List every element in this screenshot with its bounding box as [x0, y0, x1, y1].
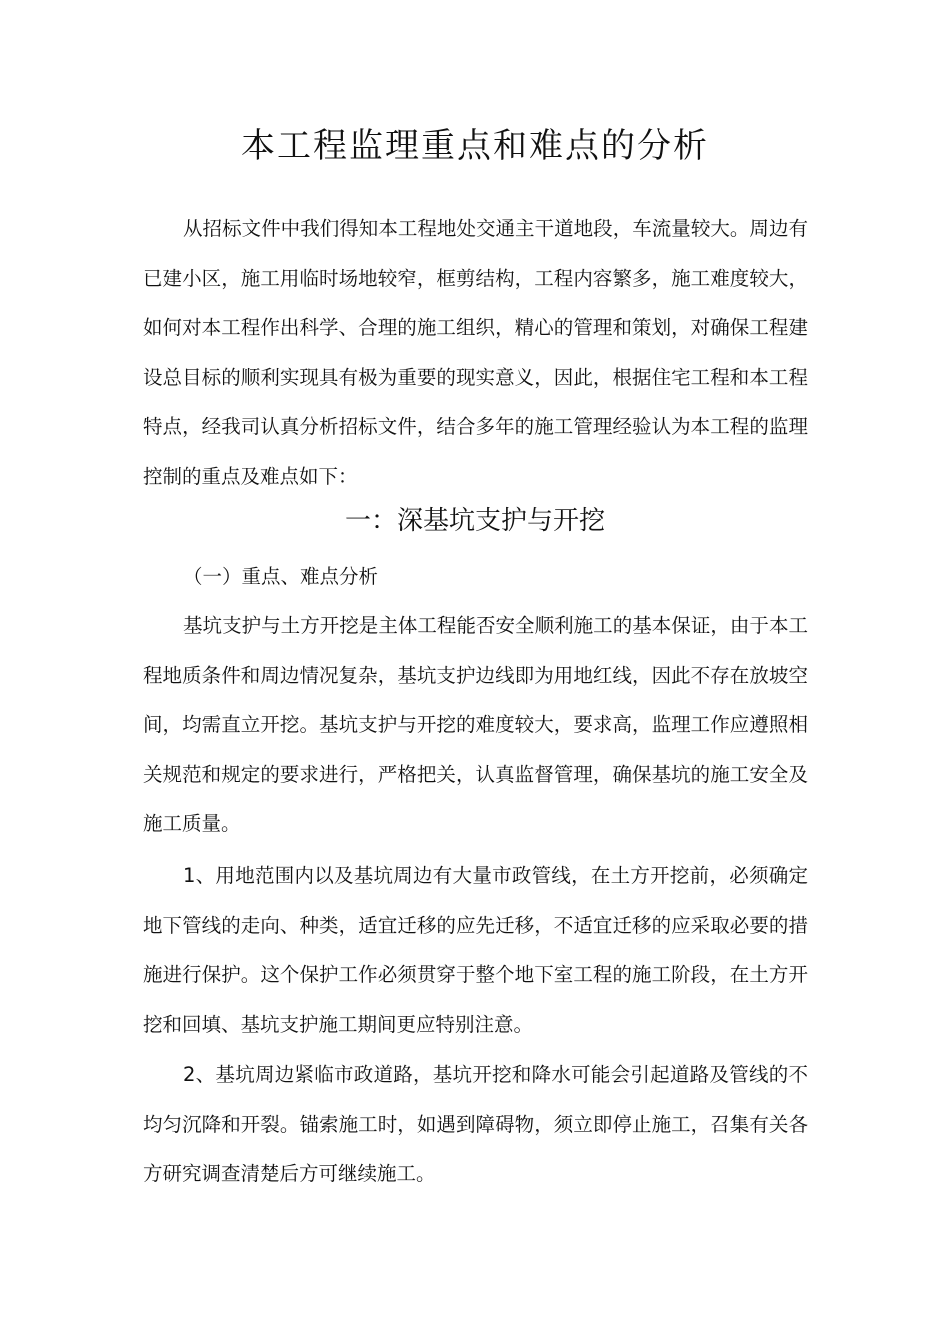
section-paragraph: 基坑支护与土方开挖是主体工程能否安全顺利施工的基本保证，由于本工程地质条件和周边情况复杂，基坑支护边线即为用地红线，因此不存在放坡空间，均需直立开挖。基坑支护与开挖的难度较大，要求高，监理工作应遵照相关规范和规定的要求进行，严格把关，认真监督管理，确保基坑的施工安全及施工质量。	[143, 614, 808, 836]
list-item-1: 1、用地范围内以及基坑周边有大量市政管线，在土方开挖前，必须确定地下管线的走向、种类，适宜迁移的应先迁移，不适宜迁移的应采取必要的措施进行保护。这个保护工作必须贯穿于整个地下室工程的施工阶段，在土方开挖和回填、基坑支护施工期间更应特别注意。	[143, 864, 808, 1036]
section-heading: 一：深基坑支护与开挖	[344, 506, 605, 536]
document-title: 本工程监理重点和难点的分析	[241, 126, 709, 166]
list-item-2: 2、基坑周边紧临市政道路，基坑开挖和降水可能会引起道路及管线的不均匀沉降和开裂。锚索施工时，如遇到障碍物，须立即停止施工，召集有关各方研究调查清楚后方可继续施工。	[143, 1063, 808, 1186]
intro-paragraph: 从招标文件中我们得知本工程地处交通主干道地段，车流量较大。周边有已建小区，施工用临时场地较窄，框剪结构，工程内容繁多，施工难度较大，如何对本工程作出科学、合理的施工组织，精心的管理和策划，对确保工程建设总目标的顺利实现具有极为重要的现实意义，因此，根据住宅工程和本工程特点，经我司认真分析招标文件，结合多年的施工管理经验认为本工程的监理控制的重点及难点如下：	[143, 217, 808, 488]
sub-heading: （一）重点、难点分析	[183, 565, 379, 588]
